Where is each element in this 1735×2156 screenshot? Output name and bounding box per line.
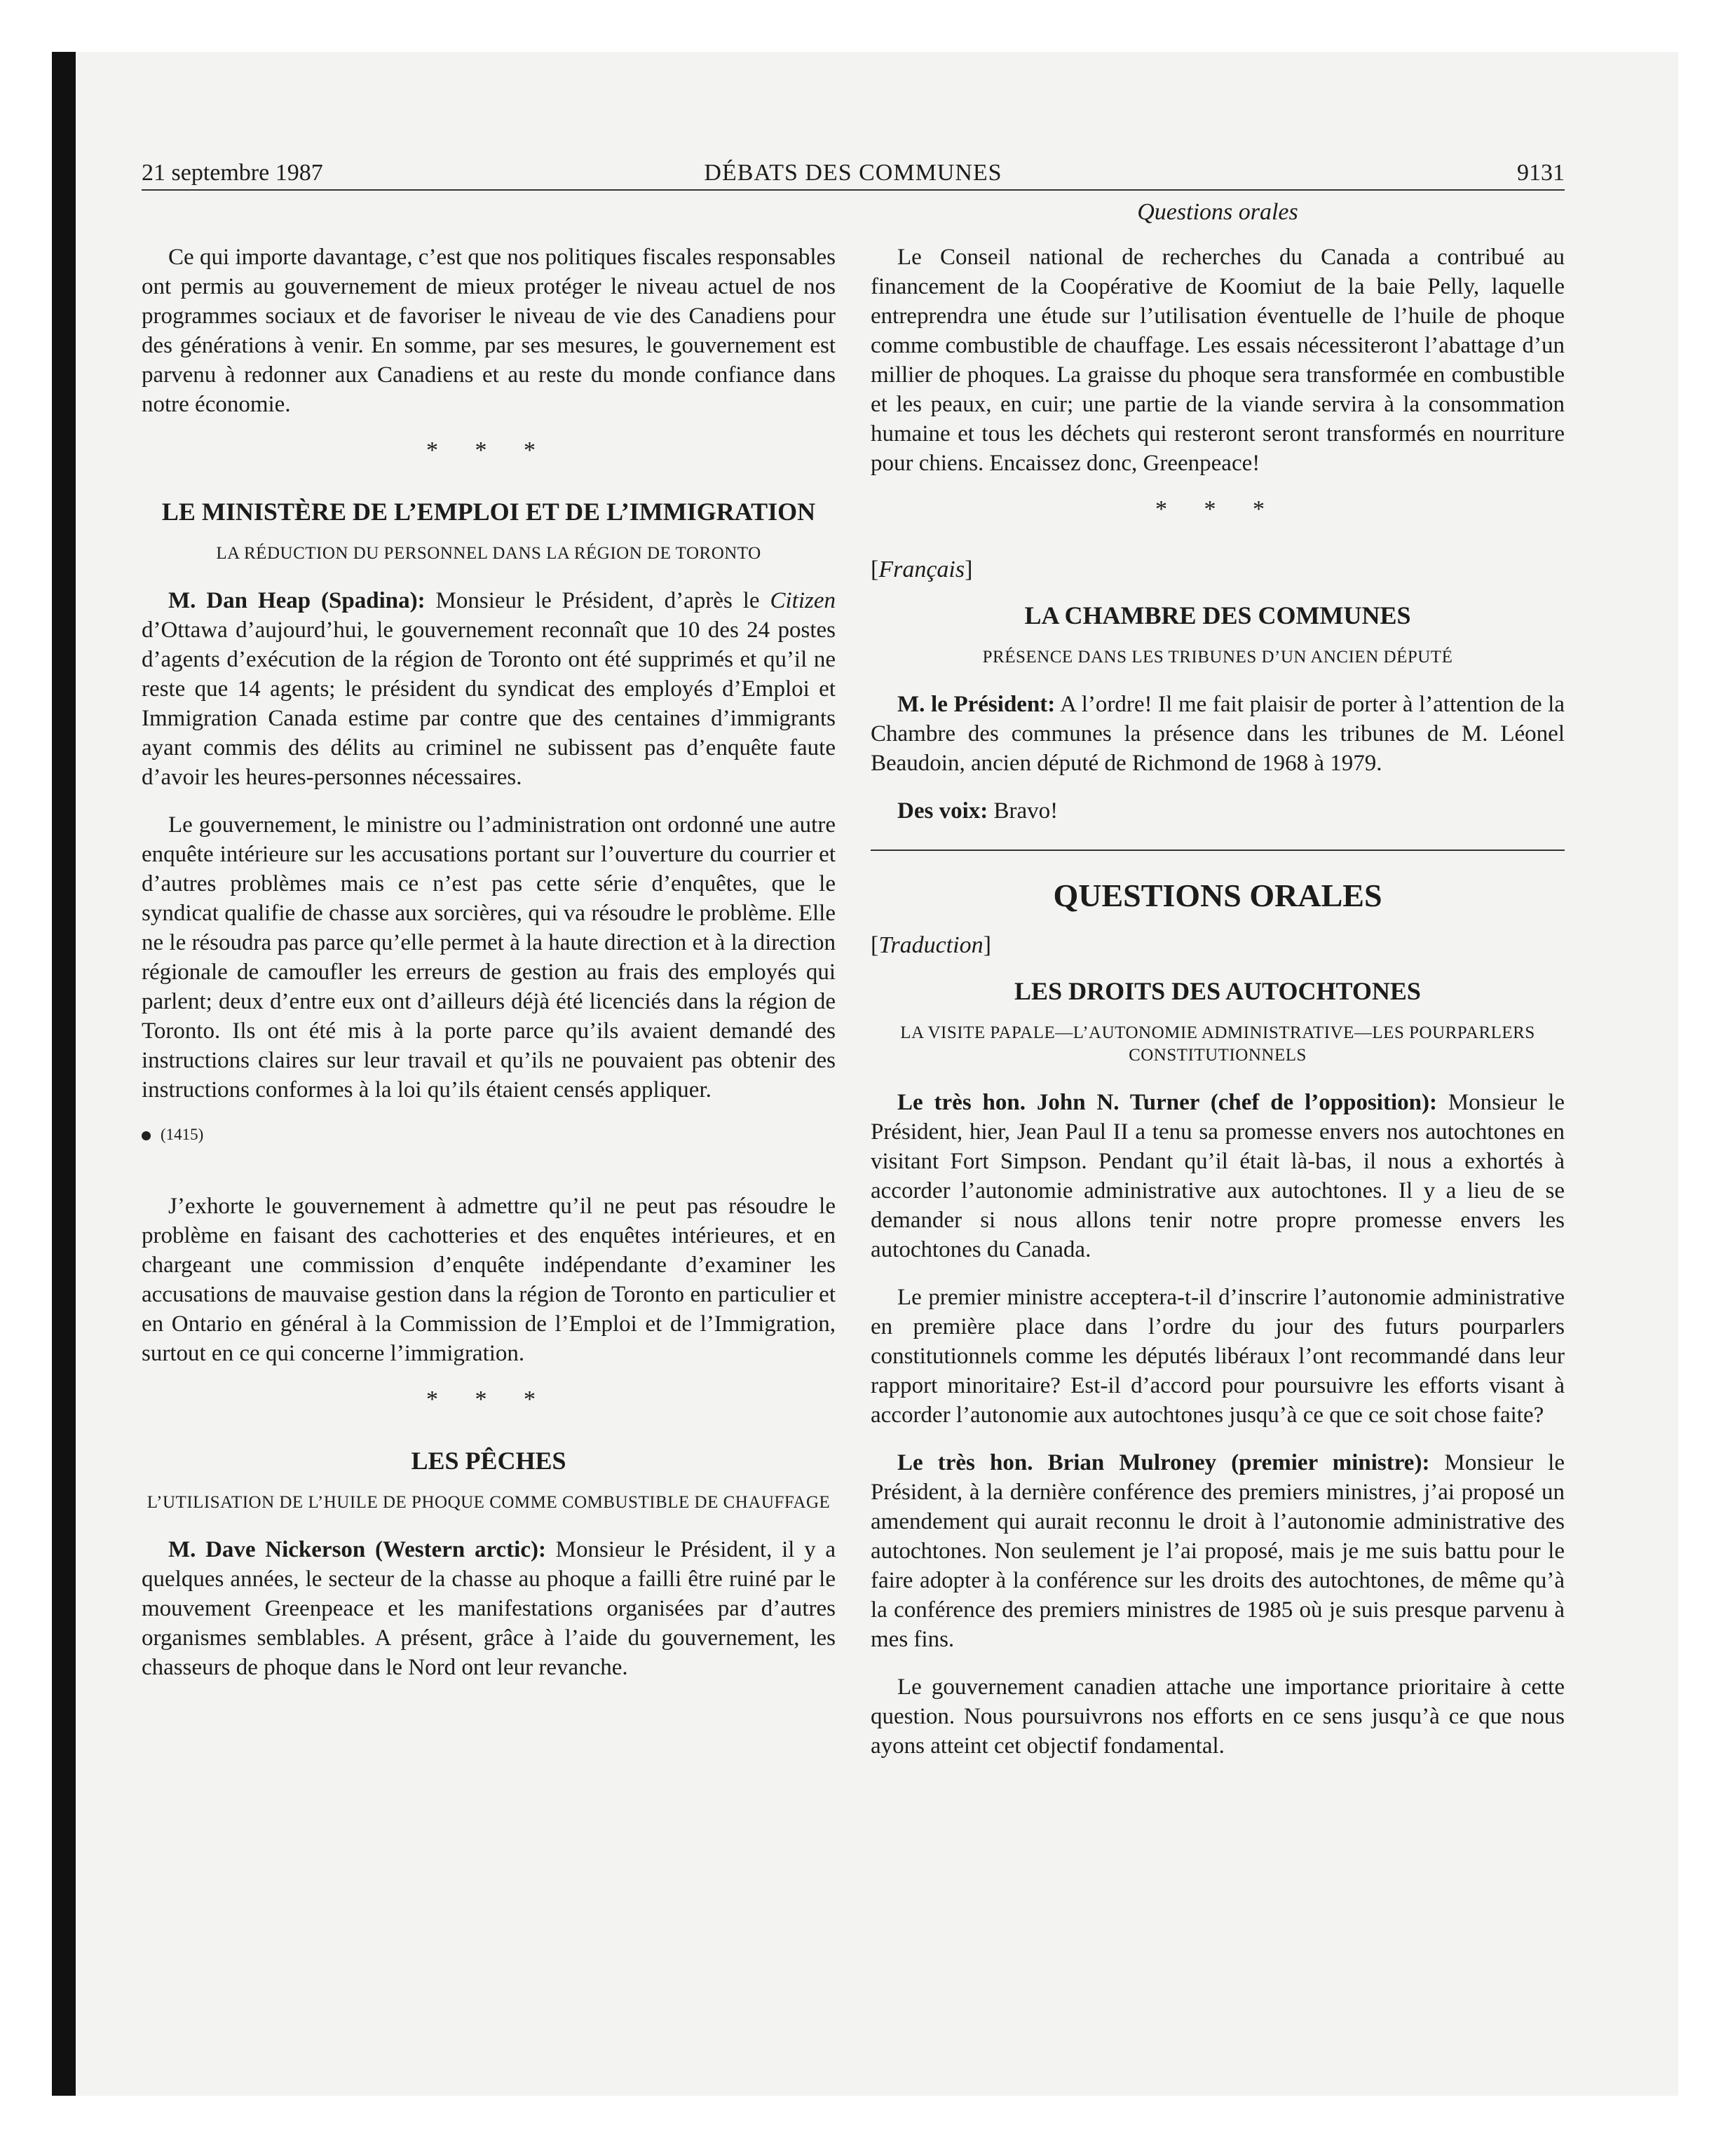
- paragraph: Le premier ministre acceptera-t-il d’inscrire l’autonomie administrative en première place dans l’ordre du jour des futurs pourparlers constitutionnels comme les députés libéraux l’ont recommandé dans leur rapport minoritaire? Est-il d’accord pour poursuivre les efforts visant à accorder l’autonomie aux autochtones jusqu’à ce que ce soit chose faite?: [871, 1285, 1565, 1428]
- header-title: DÉBATS DES COMMUNES: [704, 160, 1002, 186]
- language-tag-text: Français: [878, 557, 965, 582]
- paragraph: Le Conseil national de recherches du Canada a contribué au financement de la Coopérative de Koomiut de la baie Pelly, laquelle entreprendra une étude sur l’utilisation éventuelle de l’huile de phoque comme combustible de chauffage. Les essais nécessiteront l’abattage d’un millier de phoques. La graisse du phoque sera transformée en combustible et les peaux, en cuir; une partie de la viande servira à la consommation humaine et tous les déchets qui resteront seront transformés en nourriture pour chiens. Encaissez donc, Greenpeace!: [871, 245, 1565, 476]
- speech-text: d’Ottawa d’aujourd’hui, le gouvernement reconnaît que 10 des 24 postes d’agents d’exécution de la région de Toronto ont été supprimés et qu’il ne reste que 14 agents; le président du syndicat des employés d’Emploi et Immigration Canada estime par contre que des centaines d’immigrants ayant commis des délits au criminel ne subissent pas d’enquête faute d’avoir les heures-personnes nécessaires.: [142, 618, 836, 790]
- bullet-icon: [142, 1131, 151, 1140]
- speech-text: Monsieur le Président, il y a quelques années, le secteur de la chasse au phoque a failli être ruiné par le mouvement Greenpeace et les manifestations organisées par d’autres organismes semblables. A présent, grâce à l’aide du gouvernement, les chasseurs de phoque dans le Nord ont leur revanche.: [142, 1537, 836, 1680]
- section-title: LES DROITS DES AUTOCHTONES: [1014, 977, 1421, 1005]
- paragraph: [871, 1448, 1565, 1654]
- header-page-number: 9131: [1517, 160, 1565, 186]
- header-date: 21 septembre 1987: [142, 160, 323, 186]
- time-marker-text: (1415): [161, 1126, 204, 1143]
- horizontal-rule: [871, 850, 1565, 851]
- speech-text: Monsieur le Président, d’après le: [425, 588, 770, 613]
- time-marker: [142, 1123, 836, 1147]
- section-title: LA CHAMBRE DES COMMUNES: [1024, 601, 1411, 629]
- section-title: LE MINISTÈRE DE L’EMPLOI ET DE L’IMMIGRATION: [161, 498, 816, 526]
- speech-text: Bravo!: [988, 798, 1059, 824]
- paragraph: [871, 796, 1565, 826]
- speech-text: Monsieur le Président, à la dernière conférence des premiers ministres, j’ai proposé un amendement qui aurait reconnu le droit à l’autonomie administrative des autochtones. Non seulement je l’ai proposé, mais je me suis battu pour le faire adopter à la conférence sur les droits des autochtones, de même qu’à la conférence des premiers ministres de 1985 où je suis presque parvenu à mes fins.: [871, 1450, 1565, 1652]
- section-subtitle: LA VISITE PAPALE—L’AUTONOMIE ADMINISTRATIVE—LES POURPARLERS CONSTITUTIONNELS: [900, 1023, 1535, 1065]
- section-subtitle: PRÉSENCE DANS LES TRIBUNES D’UN ANCIEN DÉPUTÉ: [982, 648, 1453, 667]
- paragraph: Le gouvernement, le ministre ou l’administration ont ordonné une autre enquête intérieure sur les accusations portant sur l’ouverture du courrier et d’autres problèmes mais ce n’est pas cette série d’enquêtes, que le syndicat qualifie de chasse aux sorcières, qui va résoudre le problème. Elle ne le résoudra pas parce qu’elle permet à la haute direction et à la direction régionale de camoufler les erreurs de gestion au frais des employés qui parlent; deux d’entre eux ont d’ailleurs déjà été licenciés dans la région de Toronto. Ils ont été mis à la porte parce qu’ils avaient demandé des instructions claires sur leur travail et qu’ils ne pouvaient pas obtenir des instructions conformes à la loi qu’ils étaient censés appliquer.: [142, 812, 836, 1103]
- section-separator: * * *: [426, 1386, 551, 1412]
- section-title: LES PÊCHES: [411, 1447, 566, 1475]
- section-separator: * * *: [1155, 496, 1280, 522]
- speech-text: Monsieur le Président, hier, Jean Paul II a tenu sa promesse envers nos autochtones en visitant Fort Simpson. Pendant qu’il était là-bas, il nous a exhortés à accorder l’autonomie administrative aux autochtones. Il y a lieu de se demander si nous allons tenir notre propre promesse envers les autochtones du Canada.: [871, 1090, 1565, 1262]
- page-header: [142, 157, 1565, 191]
- speaker-name: Le très hon. Brian Mulroney (premier ministre):: [897, 1450, 1430, 1475]
- paragraph: [871, 1088, 1565, 1264]
- left-column: [142, 198, 836, 1700]
- left-column-spacer: [142, 198, 836, 243]
- language-tag-text: Traduction: [878, 932, 984, 958]
- speaker-name: Des voix:: [897, 798, 988, 824]
- binding-edge: [52, 52, 76, 2096]
- speaker-name: M. Dave Nickerson (Western arctic):: [168, 1537, 546, 1562]
- paragraph: J’exhorte le gouvernement à admettre qu’il ne peut pas résoudre le problème en faisant des cachotteries et des enquêtes intérieures, et en chargeant une commission d’enquête indépendante d’examiner les accusations de mauvaise gestion dans la région de Toronto en particulier et en Ontario en général à la Commission de l’Emploi et de l’Immigration, surtout en ce qui concerne l’immigration.: [142, 1194, 836, 1366]
- speaker-name: M. Dan Heap (Spadina):: [168, 588, 426, 613]
- language-tag: [Français]: [871, 557, 973, 582]
- paragraph: Le gouvernement canadien attache une importance prioritaire à cette question. Nous poursuivrons nos efforts en ce sens jusqu’à ce que nous ayons atteint cet objectif fondamental.: [871, 1674, 1565, 1759]
- right-column: [871, 198, 1565, 1779]
- speech-text: A l’ordre! Il me fait plaisir de porter à l’attention de la Chambre des communes la présence dans les tribunes de M. Léonel Beaudoin, ancien député de Richmond de 1968 à 1979.: [871, 692, 1565, 776]
- chapter-title: QUESTIONS ORALES: [1053, 878, 1382, 913]
- paragraph: [871, 690, 1565, 778]
- running-head: Questions orales: [1137, 199, 1298, 225]
- section-separator: * * *: [426, 437, 551, 463]
- language-tag: [Traduction]: [871, 932, 991, 958]
- section-subtitle: L’UTILISATION DE L’HUILE DE PHOQUE COMME COMBUSTIBLE DE CHAUFFAGE: [147, 1493, 831, 1512]
- speaker-name: Le très hon. John N. Turner (chef de l’opposition):: [897, 1090, 1437, 1115]
- paragraph: Ce qui importe davantage, c’est que nos politiques fiscales responsables ont permis au gouvernement de mieux protéger le niveau actuel de nos programmes sociaux et de favoriser le niveau de vie des Canadiens pour des générations à venir. En somme, par ses mesures, le gouvernement est parvenu à redonner aux Canadiens et au reste du monde confiance dans notre économie.: [142, 245, 836, 417]
- speaker-name: M. le Président:: [897, 692, 1056, 717]
- newspaper-name: Citizen: [770, 588, 836, 613]
- section-subtitle: LA RÉDUCTION DU PERSONNEL DANS LA RÉGION DE TORONTO: [216, 544, 761, 563]
- paragraph: [142, 1535, 836, 1682]
- paragraph: [142, 586, 836, 792]
